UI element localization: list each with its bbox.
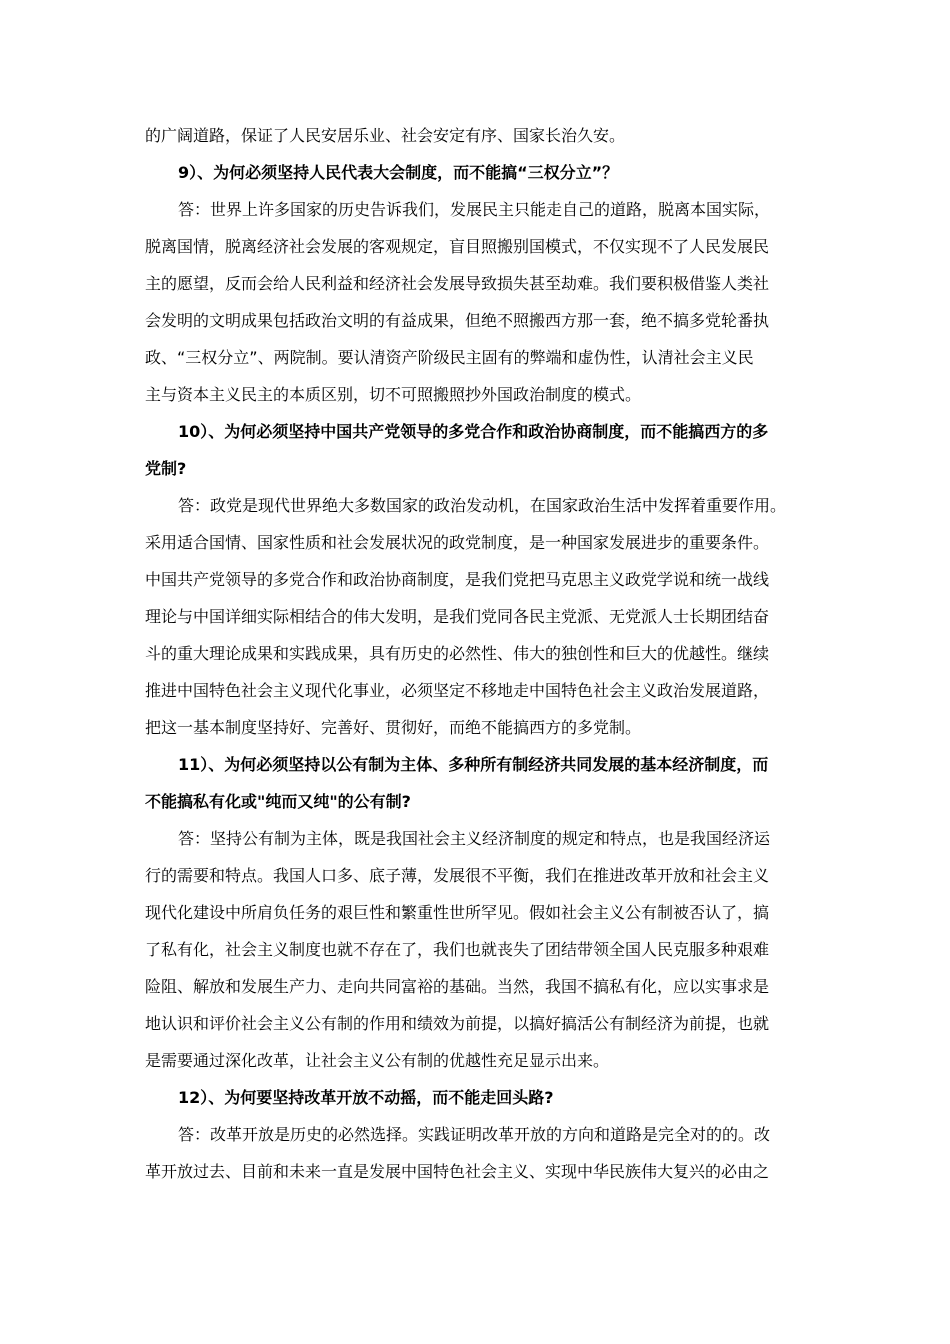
- body-text-line: 主的愿望，反而会给人民利益和经济社会发展导致损失甚至劫难。我们要积极借鉴人类社: [145, 274, 770, 293]
- question-heading: 11）、为何必须坚持以公有制为主体、多种所有制经济共同发展的基本经济制度，而: [178, 755, 769, 774]
- body-text-line: 行的需要和特点。我国人口多、底子薄，发展很不平衡，我们在推进改革开放和社会主义: [145, 866, 770, 885]
- body-text-line: 会发明的文明成果包括政治文明的有益成果，但绝不照搬西方那一套，绝不搞多党轮番执: [145, 311, 770, 330]
- question-heading: 9）、为何必须坚持人民代表大会制度，而不能搞“三权分立”？: [178, 163, 619, 182]
- question-heading-continued: 不能搞私有化或"纯而又纯"的公有制?: [145, 792, 411, 811]
- body-text-line: 采用适合国情、国家性质和社会发展状况的政党制度，是一种国家发展进步的重要条件。: [145, 533, 770, 552]
- body-text-line: 主与资本主义民主的本质区别，切不可照搬照抄外国政治制度的模式。: [145, 385, 642, 404]
- body-text-line: 推进中国特色社会主义现代化事业，必须坚定不移地走中国特色社会主义政治发展道路，: [145, 681, 770, 700]
- body-text-line: 现代化建设中所肩负任务的艰巨性和繁重性世所罕见。假如社会主义公有制被否认了，搞: [145, 903, 770, 922]
- answer-text-line: 答：坚持公有制为主体，既是我国社会主义经济制度的规定和特点，也是我国经济运: [178, 829, 771, 848]
- question-heading-continued: 党制?: [145, 459, 187, 478]
- body-text-line: 的广阔道路，保证了人民安居乐业、社会安定有序、国家长治久安。: [145, 126, 626, 145]
- body-text-line: 斗的重大理论成果和实践成果，具有历史的必然性、伟大的独创性和巨大的优越性。继续: [145, 644, 770, 663]
- body-text-line: 政、“三权分立”、两院制。要认清资产阶级民主固有的弊端和虚伪性，认清社会主义民: [145, 348, 754, 367]
- body-text-line: 地认识和评价社会主义公有制的作用和绩效为前提，以搞好搞活公有制经济为前提，也就: [145, 1014, 770, 1033]
- body-text-line: 了私有化，社会主义制度也就不存在了，我们也就丧失了团结带领全国人民克服多种艰难: [145, 940, 770, 959]
- answer-text-line: 答：改革开放是历史的必然选择。实践证明改革开放的方向和道路是完全对的的。改: [178, 1125, 771, 1144]
- question-heading: 12）、为何要坚持改革开放不动摇，而不能走回头路?: [178, 1088, 554, 1107]
- body-text-line: 险阻、解放和发展生产力、走向共同富裕的基础。当然，我国不搞私有化，应以实事求是: [145, 977, 770, 996]
- body-text-line: 脱离国情，脱离经济社会发展的客观规定，盲目照搬别国模式，不仅实现不了人民发展民: [145, 237, 770, 256]
- question-heading: 10）、为何必须坚持中国共产党领导的多党合作和政治协商制度，而不能搞西方的多: [178, 422, 769, 441]
- answer-text-line: 答：政党是现代世界绝大多数国家的政治发动机，在国家政治生活中发挥着重要作用。: [178, 496, 787, 515]
- body-text-line: 理论与中国详细实际相结合的伟大发明，是我们党同各民主党派、无党派人士长期团结奋: [145, 607, 770, 626]
- body-text-line: 革开放过去、目前和未来一直是发展中国特色社会主义、实现中华民族伟大复兴的必由之: [145, 1162, 770, 1181]
- answer-text-line: 答：世界上许多国家的历史告诉我们，发展民主只能走自己的道路，脱离本国实际，: [178, 200, 771, 219]
- body-text-line: 是需要通过深化改革，让社会主义公有制的优越性充足显示出来。: [145, 1051, 610, 1070]
- body-text-line: 中国共产党领导的多党合作和政治协商制度，是我们党把马克思主义政党学说和统一战线: [145, 570, 770, 589]
- body-text-line: 把这一基本制度坚持好、完善好、贯彻好，而绝不能搞西方的多党制。: [145, 718, 642, 737]
